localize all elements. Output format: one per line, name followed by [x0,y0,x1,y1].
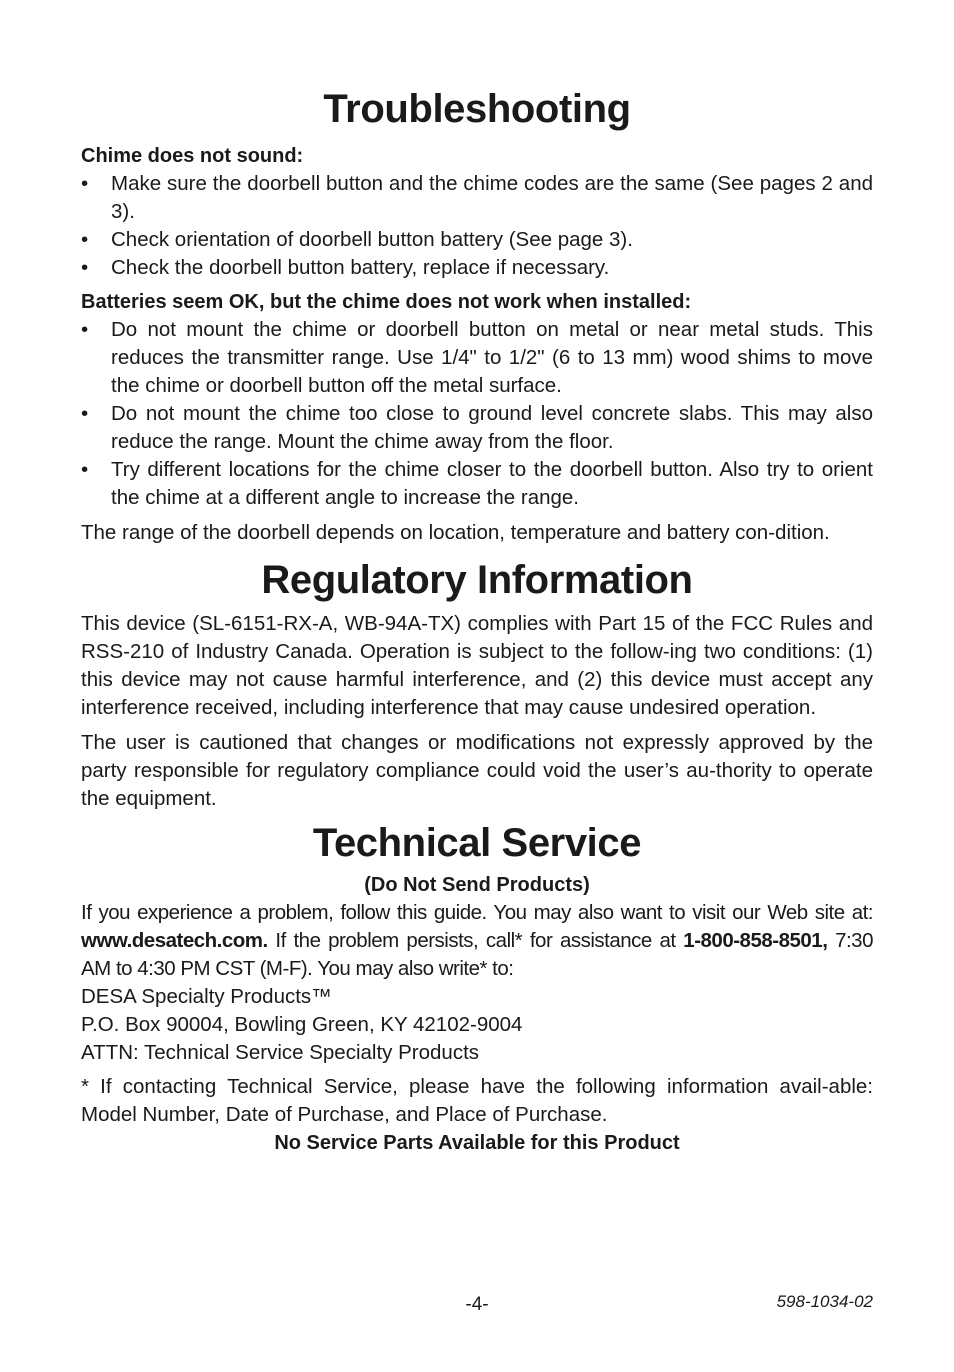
range-note: The range of the doorbell depends on location, temperature and battery con-dition. [81,521,830,544]
batteries-ok-list [81,316,873,512]
list-item: • Try different locations for the chime closer to the doorbell button. Also try to orient the chime at a different angle to increase the range. [81,456,873,512]
no-service-parts-notice: No Service Parts Available for this Product [274,1132,680,1154]
list-item: • Make sure the doorbell button and the chime codes are the same (See pages 2 and 3). [81,170,873,226]
list-item: • Check orientation of doorbell button battery (See page 3). [81,226,873,254]
technical-service-intro [81,899,873,983]
website-link[interactable]: www.desatech.com. [81,929,268,952]
regulatory-paragraph-2: The user is cautioned that changes or modifications not expressly approved by the party responsible for regulatory compliance could void the user’s au-thority to operate the equipment. [81,731,873,810]
intro-text-3: 7:30 AM to 4:30 PM CST (M-F). You may also write* to: [81,929,873,980]
page-number: -4- [465,1294,489,1315]
chime-no-sound-heading: Chime does not sound: [81,145,304,167]
intro-text-2: If the problem persists, call* for assistance at [267,929,684,952]
intro-text-1: If you experience a problem, follow this guide. You may also want to visit our Web site at: [81,901,873,924]
list-item: • Check the doorbell button battery, replace if necessary. [81,254,873,282]
phone-number: 1-800-858-8501, [683,929,828,952]
address-line: DESA Specialty Products™ [81,985,332,1008]
address-line: P.O. Box 90004, Bowling Green, KY 42102-9004 [81,1013,523,1036]
regulatory-title: Regulatory Information [261,558,693,602]
address-line: ATTN: Technical Service Specialty Products [81,1041,480,1064]
list-item: • Do not mount the chime or doorbell button on metal or near metal studs. This reduces the transmitter range. Use 1/4" to 1/2" (6 to 13 mm) wood shims to move the chime or doorbell button off the metal surface. [81,316,873,400]
manual-page [81,0,873,1157]
technical-service-title: Technical Service [312,821,642,865]
contact-note: * If contacting Technical Service, please have the following information avail-able: Model Number, Date of Purchase, and Place of Purchase. [81,1075,873,1126]
technical-service-subtitle: (Do Not Send Products) [364,874,590,896]
batteries-ok-heading: Batteries seem OK, but the chime does not work when installed: [81,291,692,313]
document-code: 598-1034-02 [776,1292,873,1311]
chime-no-sound-list [81,170,873,282]
regulatory-paragraph-1: This device (SL-6151-RX-A, WB-94A-TX) complies with Part 15 of the FCC Rules and RSS-210 of Industry Canada. Operation is subject to the follow-ing two conditions: (1) this device may not cause harmful interference, and (2) this device must accept any interference received, including interference that may cause undesired operation. [81,612,873,719]
troubleshooting-title: Troubleshooting [323,87,631,131]
list-item: • Do not mount the chime too close to ground level concrete slabs. This may also reduce the range. Mount the chime away from the floor. [81,400,873,456]
